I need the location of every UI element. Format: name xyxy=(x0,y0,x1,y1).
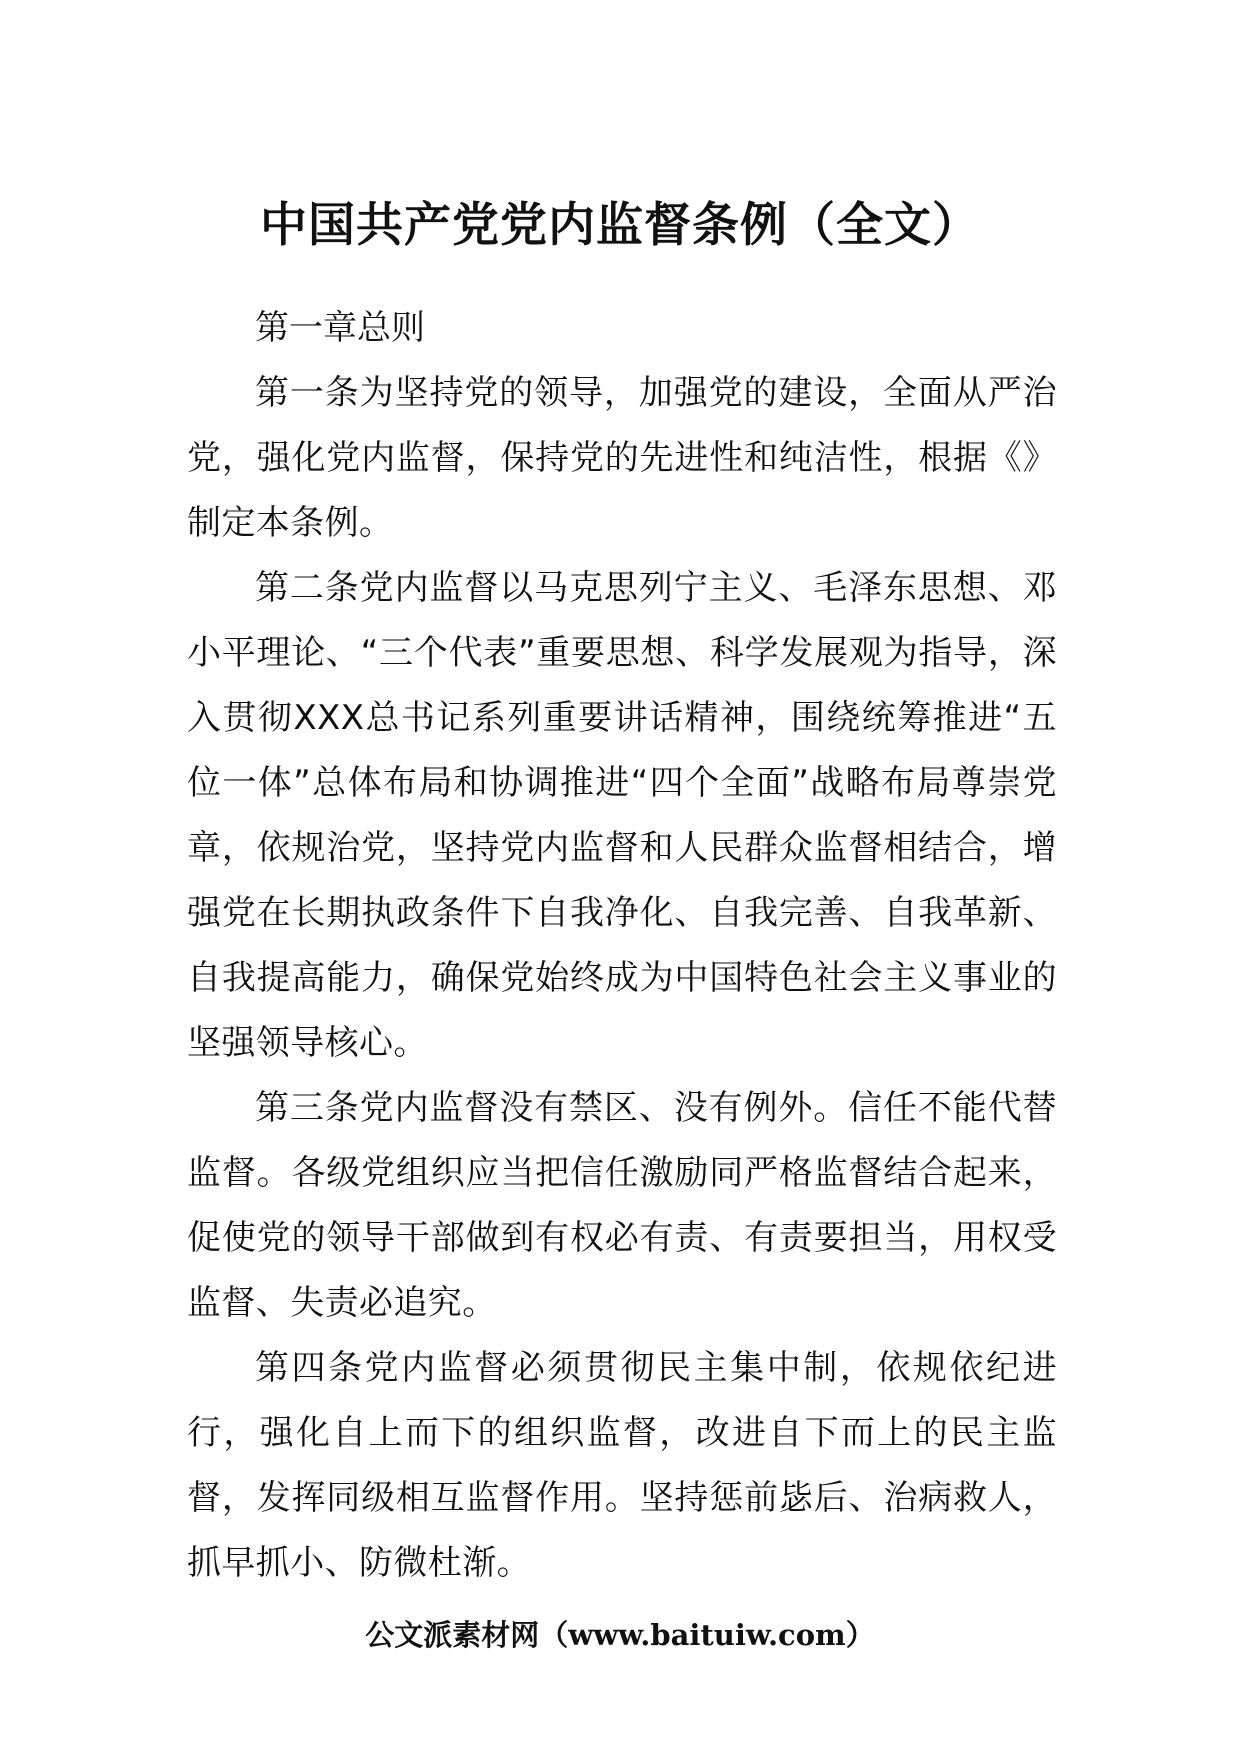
document-title: 中国共产党党内监督条例（全文） xyxy=(260,198,980,253)
article-1-paragraph: 第一条为坚持党的领导，加强党的建设，全面从严治党，强化党内监督，保持党的先进性和纯洁性，根据《》制定本条例。 xyxy=(187,373,1057,543)
chapter-heading: 第一章总则 xyxy=(255,308,425,348)
article-3-paragraph: 第三条党内监督没有禁区、没有例外。信任不能代替监督。各级党组织应当把信任激励同严格监督结合起来，促使党的领导干部做到有权必有责、有责要担当，用权受监督、失责必追究。 xyxy=(187,1088,1057,1323)
source-footer: 公文派素材网（www.baituiw.com） xyxy=(365,1618,875,1652)
document-body xyxy=(187,296,1057,1596)
article-4-paragraph: 第四条党内监督必须贯彻民主集中制，依规依纪进行，强化自上而下的组织监督，改进自下而上的民主监督，发挥同级相互监督作用。坚持惩前毖后、治病救人，抓早抓小、防微杜渐。 xyxy=(187,1348,1057,1583)
article-2-paragraph: 第二条党内监督以马克思列宁主义、毛泽东思想、邓小平理论、“三个代表”重要思想、科学发展观为指导，深入贯彻XXX总书记系列重要讲话精神，围绕统筹推进“五位一体”总体布局和协调推进“四个全面”战略布局尊崇党章，依规治党，坚持党内监督和人民群众监督相结合，增强党在长期执政条件下自我净化、自我完善、自我革新、自我提高能力，确保党始终成为中国特色社会主义事业的坚强领导核心。 xyxy=(187,568,1057,1063)
